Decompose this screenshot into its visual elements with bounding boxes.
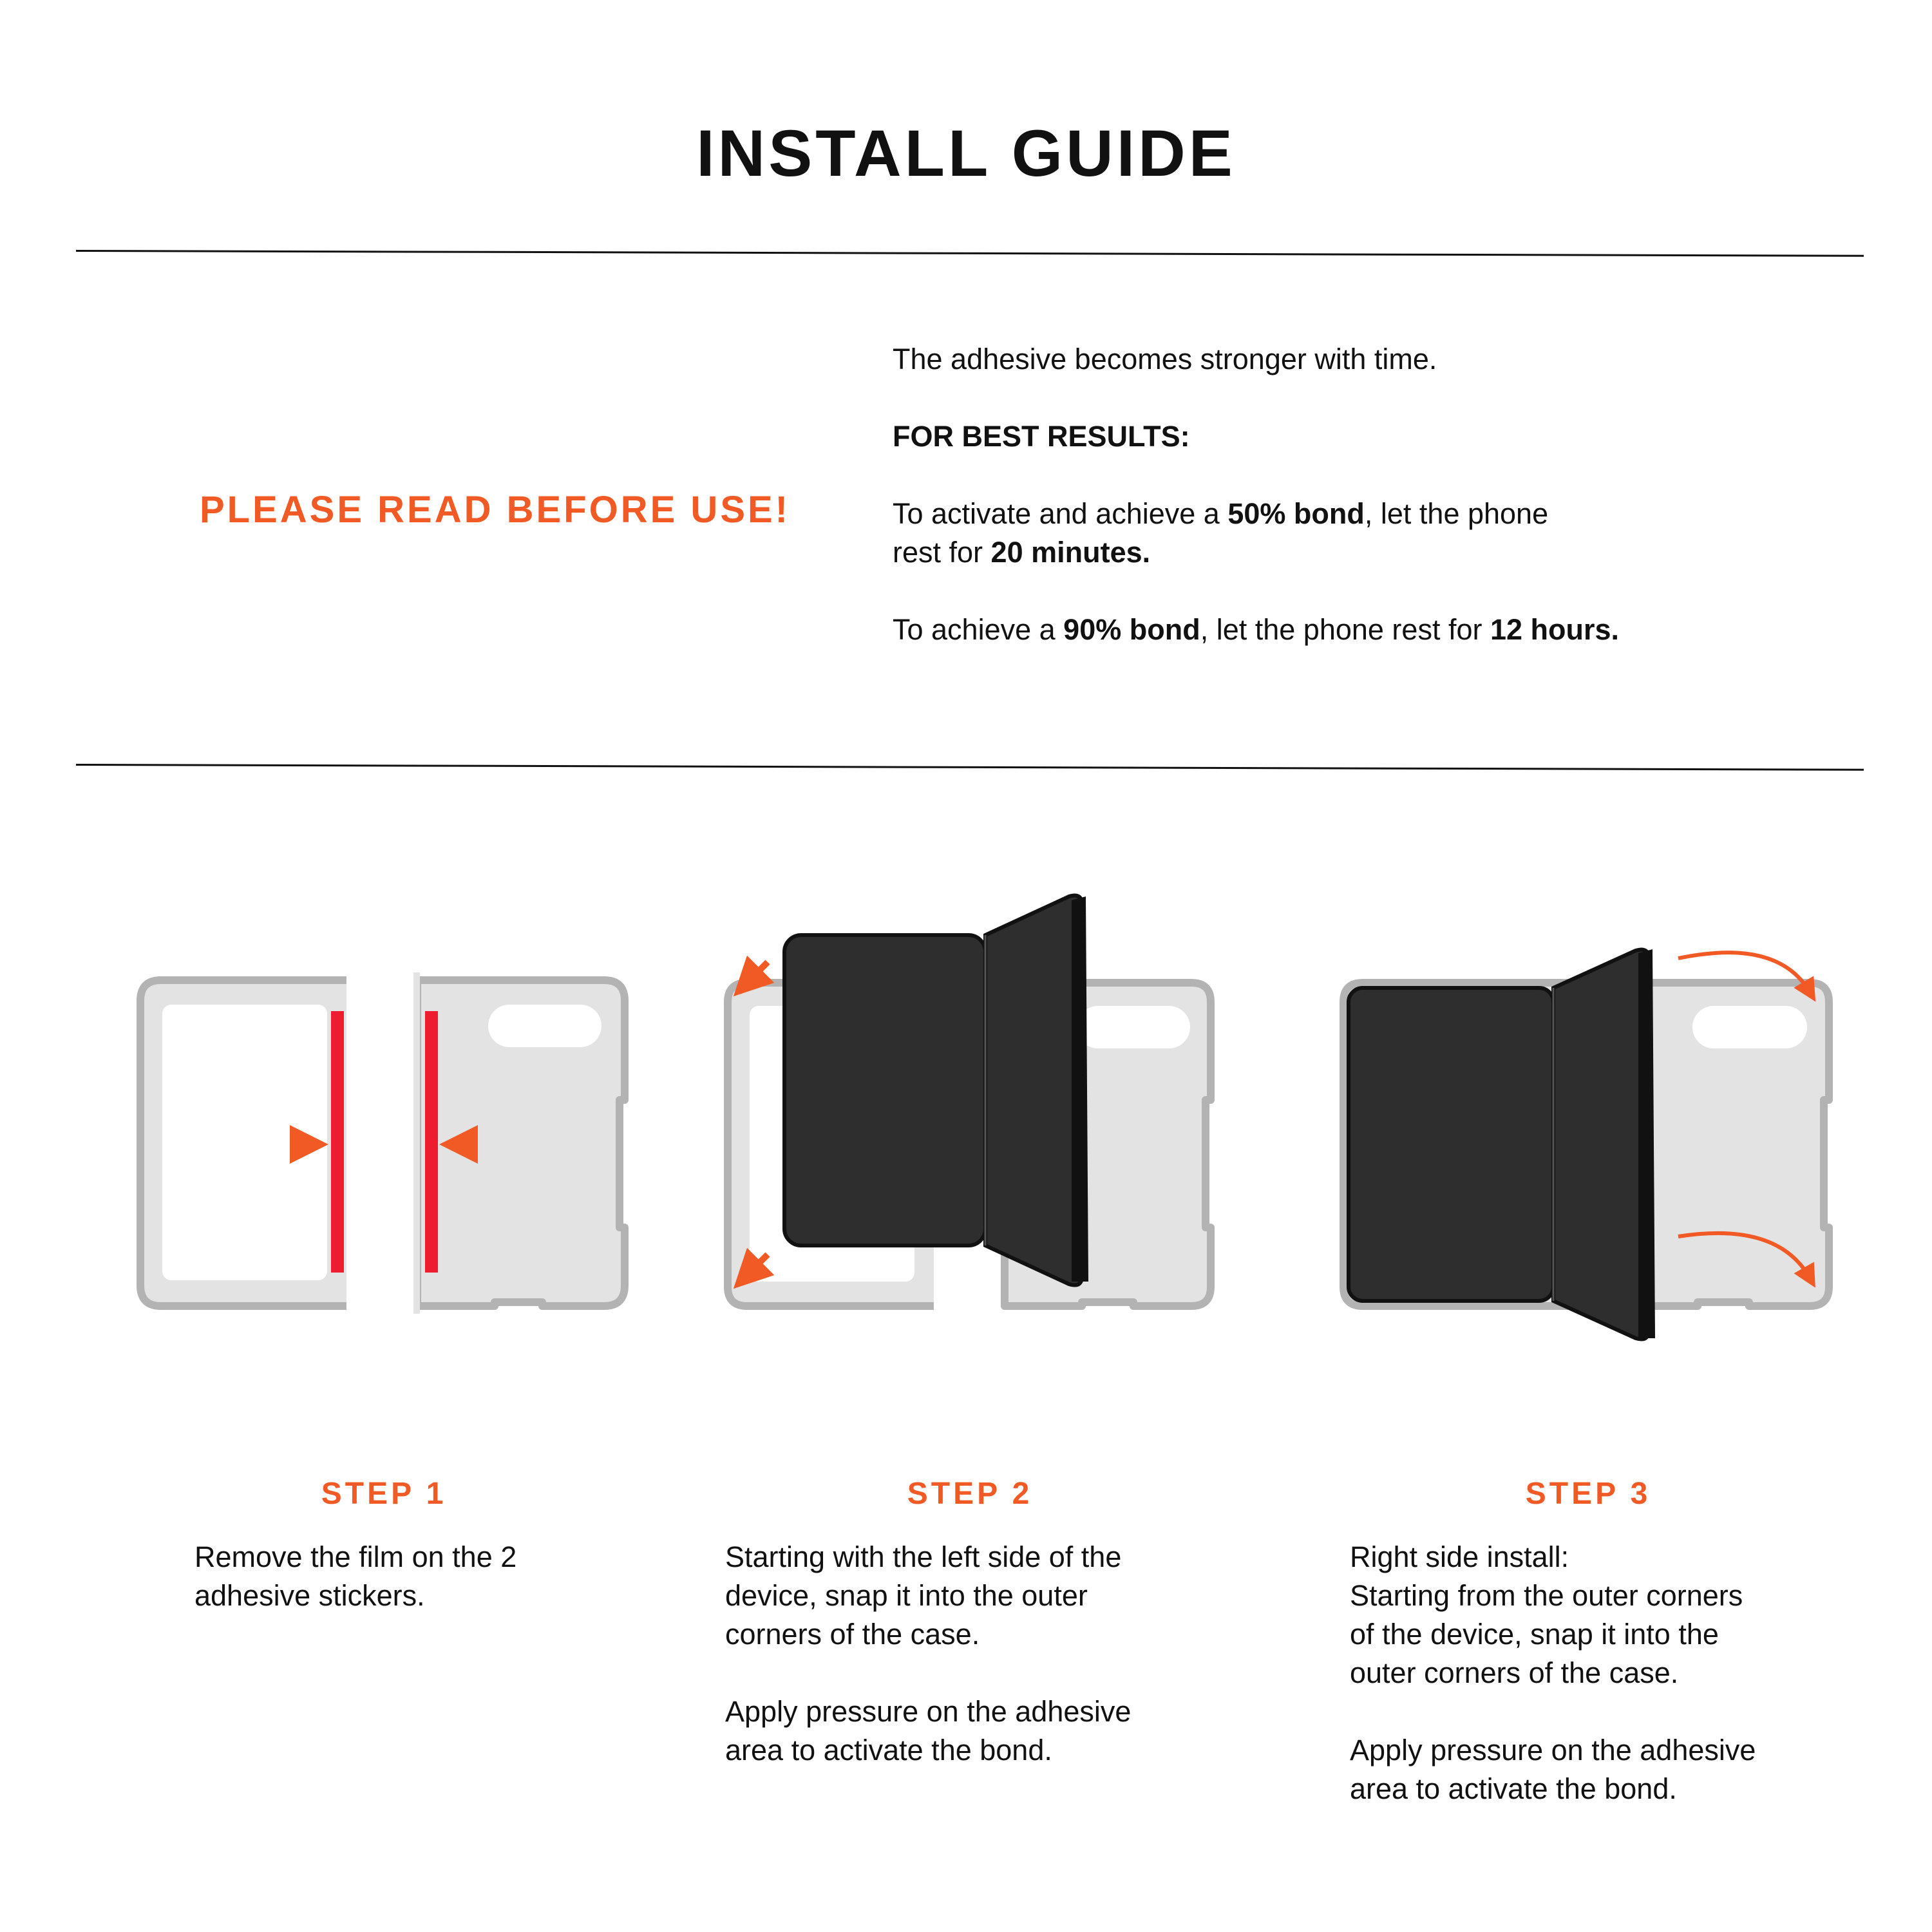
adhesive-strip-left xyxy=(331,1011,344,1273)
best-results-heading: FOR BEST RESULTS: xyxy=(893,420,1190,453)
info-bond-50-line1: To activate and achieve a 50% bond, let the phone xyxy=(893,497,1549,530)
camera-cutout xyxy=(488,1005,601,1047)
device-right-panel xyxy=(985,896,1082,1285)
info-bond-90: To achieve a 90% bond, let the phone rest for 12 hours. xyxy=(893,613,1620,646)
step2-illustration xyxy=(728,896,1211,1307)
adhesive-strip-right xyxy=(425,1011,438,1273)
info-bond-50-line2: rest for 20 minutes. xyxy=(893,536,1151,569)
step1-text: Remove the film on the 2 adhesive stickers. xyxy=(194,1540,517,1612)
step3-illustration xyxy=(1343,949,1829,1340)
step1-title: STEP 1 xyxy=(321,1477,447,1511)
camera-cutout xyxy=(1692,1006,1807,1048)
device-left-panel xyxy=(784,935,985,1245)
step3-text: Right side install: Starting from the outer corners of the device, snap it into the outer corners of the case. Apply pressure on the adhesive area to activate the bond. xyxy=(1350,1540,1756,1805)
page-title: INSTALL GUIDE xyxy=(696,117,1236,190)
step2-title: STEP 2 xyxy=(907,1477,1033,1511)
camera-cutout xyxy=(1077,1006,1190,1048)
step1-illustration xyxy=(140,972,625,1314)
warning-heading: PLEASE READ BEFORE USE! xyxy=(200,489,790,531)
info-intro: The adhesive becomes stronger with time. xyxy=(893,343,1437,375)
step2-text: Starting with the left side of the device, snap it into the outer corners of the case. Apply pressure on the adhesive area to activate the bond. xyxy=(725,1540,1132,1766)
device-right-panel xyxy=(1553,950,1649,1340)
step3-title: STEP 3 xyxy=(1525,1477,1651,1511)
device-left-panel xyxy=(1349,988,1553,1301)
